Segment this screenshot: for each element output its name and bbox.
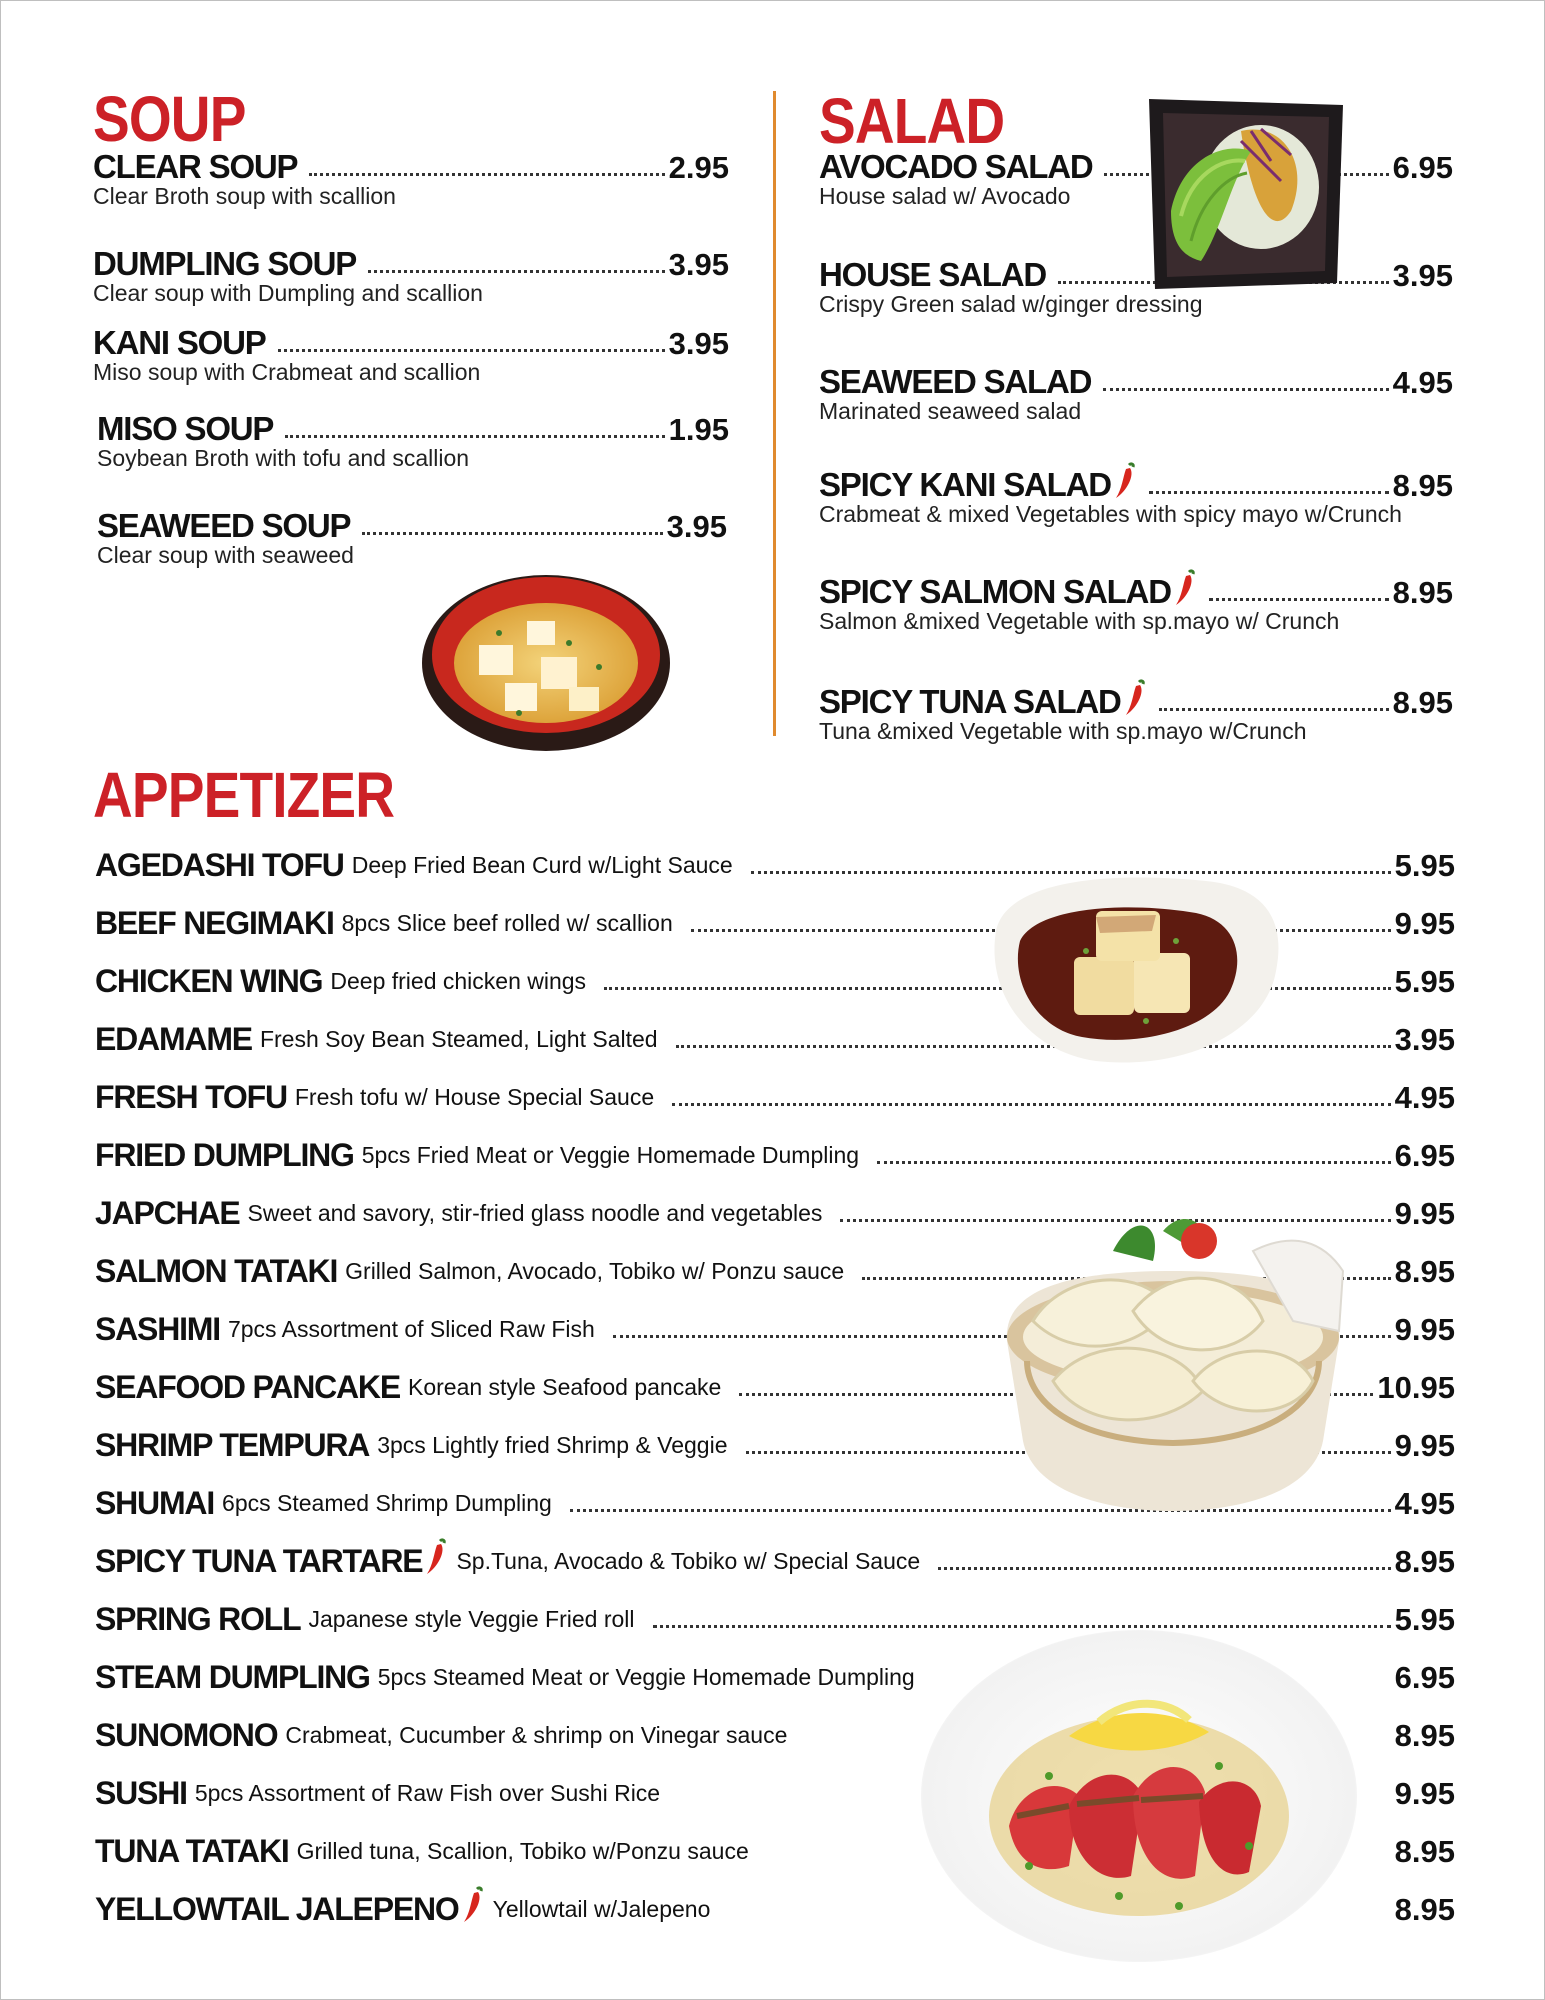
- item-description: Deep fried chicken wings: [330, 968, 587, 994]
- menu-item-clear-soup: [93, 143, 729, 215]
- salad-heading: SALAD: [819, 85, 1005, 157]
- item-price: 8.95: [1394, 1834, 1455, 1869]
- item-description: 6pcs Steamed Shrimp Dumpling: [222, 1490, 552, 1516]
- dot-leader: [877, 1161, 1391, 1164]
- tuna-tataki-photo: [919, 1626, 1359, 1966]
- item-price: 2.95: [668, 150, 729, 185]
- item-price: 3.95: [668, 326, 729, 361]
- menu-item-spicy-tuna-tartare: [95, 1529, 1455, 1577]
- dot-leader: [938, 1567, 1390, 1570]
- item-name: SPICY SALMON SALAD: [819, 573, 1171, 610]
- item-name: CHICKEN WING: [95, 963, 323, 999]
- item-price: 8.95: [1394, 1718, 1455, 1753]
- avocado-salad-photo: [1141, 91, 1351, 291]
- item-name: SASHIMI: [95, 1311, 220, 1347]
- chili-pepper-icon: [1113, 461, 1137, 501]
- item-description: Clear Broth soup with scallion: [93, 183, 396, 209]
- menu-item-miso-soup: [97, 405, 729, 477]
- item-description: Clear soup with Dumpling and scallion: [93, 280, 483, 306]
- item-price: 8.95: [1394, 1254, 1455, 1289]
- item-name: YELLOWTAIL JALEPENO: [95, 1891, 459, 1927]
- item-price: 8.95: [1392, 468, 1453, 503]
- item-price: 9.95: [1394, 1196, 1455, 1231]
- item-price: 5.95: [1394, 1602, 1455, 1637]
- dot-leader: [309, 173, 664, 176]
- item-name: SPRING ROLL: [95, 1601, 301, 1637]
- item-price: 3.95: [666, 509, 727, 544]
- dot-leader: [1103, 388, 1388, 391]
- item-description: 7pcs Assortment of Sliced Raw Fish: [227, 1316, 595, 1342]
- item-price: 5.95: [1394, 964, 1455, 999]
- menu-item-kani-soup: [93, 319, 729, 391]
- item-price: 3.95: [1392, 258, 1453, 293]
- item-price: 4.95: [1394, 1080, 1455, 1115]
- chili-pepper-icon: [1173, 568, 1197, 608]
- item-description: Korean style Seafood pancake: [408, 1374, 722, 1400]
- item-name: SEAFOOD PANCAKE: [95, 1369, 400, 1405]
- item-name: BEEF NEGIMAKI: [95, 905, 334, 941]
- item-name: AGEDASHI TOFU: [95, 847, 344, 883]
- item-price: 8.95: [1392, 685, 1453, 720]
- item-price: 6.95: [1394, 1138, 1455, 1173]
- item-description: 5pcs Assortment of Raw Fish over Sushi Rice: [194, 1780, 661, 1806]
- item-price: 9.95: [1394, 1776, 1455, 1811]
- menu-item-spicy-salmon-salad: [819, 568, 1453, 640]
- item-price: 3.95: [668, 247, 729, 282]
- item-description: Crabmeat & mixed Vegetables with spicy mayo w/Crunch: [819, 501, 1402, 527]
- item-description: Deep Fried Bean Curd w/Light Sauce: [351, 852, 733, 878]
- item-price: 10.95: [1377, 1370, 1455, 1405]
- item-description: 8pcs Slice beef rolled w/ scallion: [341, 910, 673, 936]
- agedashi-tofu-photo: [986, 861, 1296, 1081]
- dot-leader: [672, 1103, 1391, 1106]
- item-name: SHRIMP TEMPURA: [95, 1427, 370, 1463]
- item-name: SEAWEED SALAD: [819, 363, 1092, 400]
- item-name: JAPCHAE: [95, 1195, 240, 1231]
- dot-leader: [278, 349, 665, 352]
- menu-item-avocado-salad: [819, 143, 1453, 215]
- menu-item-seaweed-salad: [819, 358, 1453, 430]
- miso-soup-photo: [419, 563, 673, 753]
- item-price: 8.95: [1392, 575, 1453, 610]
- item-price: 6.95: [1394, 1660, 1455, 1695]
- item-name: SPICY TUNA TARTARE: [95, 1543, 423, 1579]
- menu-item-spicy-kani-salad: [819, 461, 1453, 533]
- dot-leader: [1209, 598, 1389, 601]
- item-name: AVOCADO SALAD: [819, 148, 1093, 185]
- item-price: 9.95: [1394, 1312, 1455, 1347]
- item-description: Crispy Green salad w/ginger dressing: [819, 291, 1203, 317]
- item-name: EDAMAME: [95, 1021, 252, 1057]
- item-name: SALMON TATAKI: [95, 1253, 338, 1289]
- item-price: 4.95: [1394, 1486, 1455, 1521]
- item-price: 9.95: [1394, 906, 1455, 941]
- item-price: 8.95: [1394, 1892, 1455, 1927]
- item-name: SPICY TUNA SALAD: [819, 683, 1121, 720]
- item-description: Marinated seaweed salad: [819, 398, 1082, 424]
- item-price: 1.95: [668, 412, 729, 447]
- menu-item-spicy-tuna-salad: [819, 678, 1453, 750]
- item-name: TUNA TATAKI: [95, 1833, 289, 1869]
- item-name: SPICY KANI SALAD: [819, 466, 1111, 503]
- item-description: Salmon &mixed Vegetable with sp.mayo w/ Crunch: [819, 608, 1340, 634]
- item-description: Sp.Tuna, Avocado & Tobiko w/ Special Sauce: [456, 1548, 921, 1574]
- item-description: 3pcs Lightly fried Shrimp & Veggie: [377, 1432, 728, 1458]
- item-name: KANI SOUP: [93, 324, 266, 361]
- item-name: CLEAR SOUP: [93, 148, 298, 185]
- item-description: 5pcs Fried Meat or Veggie Homemade Dumpling: [361, 1142, 860, 1168]
- item-description: Crabmeat, Cucumber & shrimp on Vinegar sauce: [285, 1722, 788, 1748]
- item-price: 6.95: [1392, 150, 1453, 185]
- menu-item-dumpling-soup: [93, 240, 729, 312]
- item-description: Soybean Broth with tofu and scallion: [97, 445, 470, 471]
- dot-leader: [1159, 708, 1389, 711]
- item-description: Tuna &mixed Vegetable with sp.mayo w/Crunch: [819, 718, 1307, 744]
- item-name: DUMPLING SOUP: [93, 245, 357, 282]
- item-description: Clear soup with seaweed: [97, 542, 354, 568]
- item-price: 8.95: [1394, 1544, 1455, 1579]
- dot-leader: [285, 435, 664, 438]
- item-description: Fresh tofu w/ House Special Sauce: [294, 1084, 655, 1110]
- item-name: FRESH TOFU: [95, 1079, 287, 1115]
- item-name: HOUSE SALAD: [819, 256, 1046, 293]
- item-description: Yellowtail w/Jalepeno: [492, 1896, 711, 1922]
- item-name: FRIED DUMPLING: [95, 1137, 354, 1173]
- item-name: SHUMAI: [95, 1485, 215, 1521]
- item-price: 5.95: [1394, 848, 1455, 883]
- steamed-dumpling-photo: [993, 1211, 1353, 1511]
- dot-leader: [1149, 491, 1389, 494]
- menu-item-house-salad: [819, 251, 1453, 323]
- item-description: 5pcs Steamed Meat or Veggie Homemade Dumpling: [377, 1664, 915, 1690]
- item-name: SUNOMONO: [95, 1717, 278, 1753]
- item-description: Grilled Salmon, Avocado, Tobiko w/ Ponzu sauce: [345, 1258, 845, 1284]
- chili-pepper-icon: [461, 1885, 485, 1925]
- item-name: SUSHI: [95, 1775, 187, 1811]
- item-description: Sweet and savory, stir-fried glass noodle and vegetables: [247, 1200, 823, 1226]
- item-name: SEAWEED SOUP: [97, 507, 351, 544]
- item-description: Miso soup with Crabmeat and scallion: [93, 359, 481, 385]
- item-description: House salad w/ Avocado: [819, 183, 1071, 209]
- item-name: STEAM DUMPLING: [95, 1659, 370, 1695]
- chili-pepper-icon: [1123, 678, 1147, 718]
- item-price: 4.95: [1392, 365, 1453, 400]
- item-description: Grilled tuna, Scallion, Tobiko w/Ponzu sauce: [296, 1838, 749, 1864]
- item-description: Japanese style Veggie Fried roll: [308, 1606, 635, 1632]
- chili-pepper-icon: [424, 1537, 448, 1577]
- dot-leader: [362, 532, 662, 535]
- item-price: 3.95: [1394, 1022, 1455, 1057]
- dot-leader: [368, 270, 665, 273]
- appetizer-heading: APPETIZER: [93, 759, 395, 831]
- item-name: MISO SOUP: [97, 410, 274, 447]
- menu-item-fried-dumpling: [95, 1123, 1455, 1171]
- item-price: 9.95: [1394, 1428, 1455, 1463]
- column-divider: [773, 91, 776, 736]
- soup-heading: SOUP: [93, 83, 246, 155]
- item-description: Fresh Soy Bean Steamed, Light Salted: [259, 1026, 658, 1052]
